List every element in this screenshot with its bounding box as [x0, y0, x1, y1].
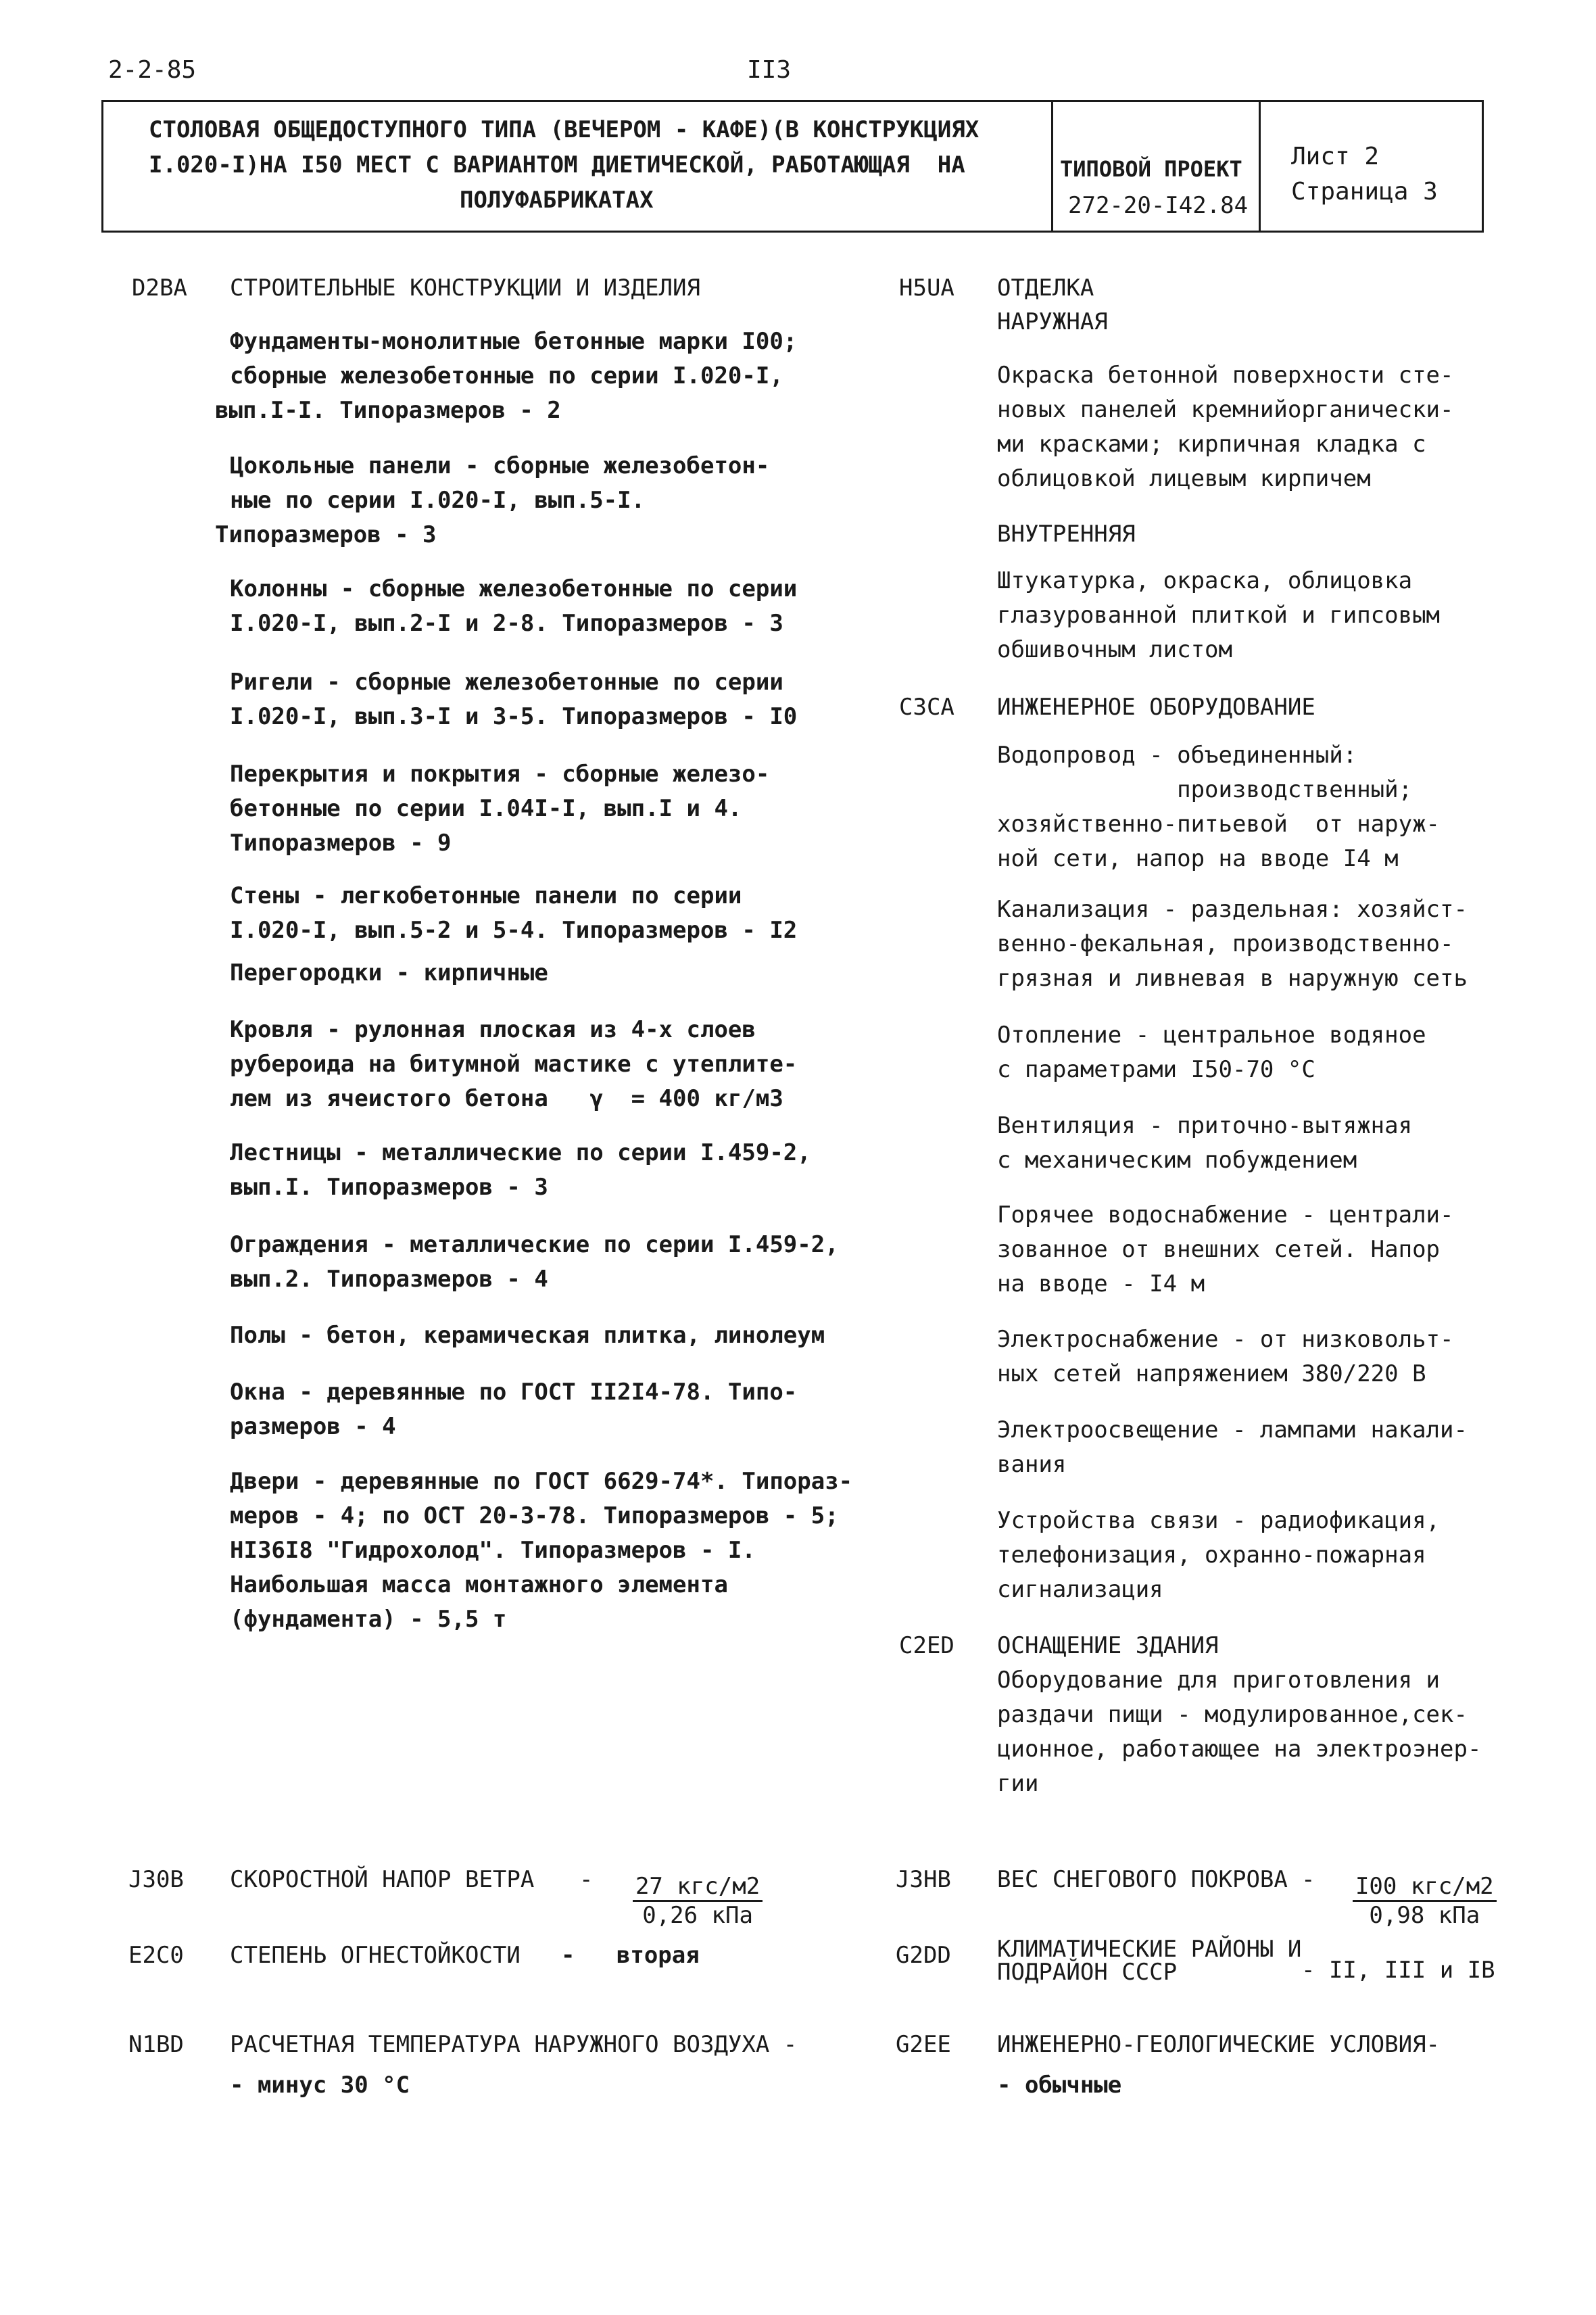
- subheading-inner: ВНУТРЕННЯЯ: [997, 521, 1136, 548]
- project-label: ТИПОВОЙ ПРОЕКТ: [1060, 156, 1242, 182]
- snow-fraction: $\frac{\text{I00 кгс/м2}}{\text{0,98 кПа}}$: [1325, 1846, 1497, 1929]
- code-e2c0: E2C0: [128, 1942, 184, 1969]
- item-roof: Кровля - рулонная плоская из 4-х слоев рубероида на битумной мастике с утеплите- лем из ячеистого бетона γ = 400 кг/м3: [230, 1016, 798, 1112]
- item-doors: Двери - деревянные по ГОСТ 6629-74*. Типораз- меров - 4; по ОСТ 20-3-78. Типоразмеров - 5; НI36I8 "Гидрохолод". Типоразмеров - I. Наибольшая масса монтажного элемента (фундамента) - 5,5 т: [230, 1468, 853, 1633]
- item-plinth-panels: Цокольные панели - сборные железобетон- ные по серии I.020-I, вып.5-I. Типоразмеров - 3: [215, 452, 770, 548]
- item-sewerage: Канализация - раздельная: хозяйст- венно-фекальная, производственно- грязная и ливневая в наружную сеть: [997, 896, 1468, 992]
- climate-label-2: ПОДРАЙОН СССР: [997, 1959, 1178, 1986]
- temp-value: - минус 30 °С: [230, 2072, 410, 2099]
- section-heading-equipment: ОСНАЩЕНИЕ ЗДАНИЯ: [997, 1632, 1219, 1659]
- code-g2ee: G2EE: [896, 2031, 951, 2058]
- item-walls: Стены - легкобетонные панели по серии I.020-I, вып.5-2 и 5-4. Типоразмеров - I2: [230, 882, 798, 944]
- temp-label: РАСЧЕТНАЯ ТЕМПЕРАТУРА НАРУЖНОГО ВОЗДУХА -: [230, 2031, 798, 2058]
- subheading-outer: НАРУЖНАЯ: [997, 308, 1108, 335]
- finish-inner-text: Штукатурка, окраска, облицовка глазурованной плиткой и гипсовым обшивочным листом: [997, 567, 1441, 663]
- item-hot-water: Горячее водоснабжение - централи- зованное от внешних сетей. Напор на вводе - I4 м: [997, 1201, 1454, 1297]
- snow-dash: -: [1301, 1866, 1315, 1893]
- item-power-supply: Электроснабжение - от низковольт- ных сетей напряжением 380/220 В: [997, 1326, 1454, 1387]
- item-railings: Ограждения - металлические по серии I.459-2, вып.2. Типоразмеров - 4: [230, 1231, 839, 1293]
- item-ventilation: Вентиляция - приточно-вытяжная с механическим побуждением: [997, 1112, 1413, 1174]
- code-j30b: J30B: [128, 1866, 184, 1893]
- code-j3hb: J3HB: [896, 1866, 951, 1893]
- section-code-c3ca: C3CA: [899, 694, 954, 721]
- item-crossbars: Ригели - сборные железобетонные по серии I.020-I, вып.3-I и 3-5. Типоразмеров - I0: [230, 669, 798, 730]
- item-columns: Колонны - сборные железобетонные по серии I.020-I, вып.2-I и 2-8. Типоразмеров - 3: [230, 575, 798, 637]
- section-heading-engineering: ИНЖЕНЕРНОЕ ОБОРУДОВАНИЕ: [997, 694, 1315, 721]
- climate-value: - II, III и IB: [1301, 1957, 1495, 1984]
- item-communications: Устройства связи - радиофикация, телефонизация, охранно-пожарная сигнализация: [997, 1507, 1441, 1603]
- finish-outer-text: Окраска бетонной поверхности сте- новых панелей кремнийорганически- ми красками; кирпичная кладка с облицовкой лицевым кирпичем: [997, 362, 1454, 492]
- page-code: 2-2-85: [108, 56, 197, 84]
- wind-dash: -: [579, 1866, 594, 1893]
- section-heading-constructions: СТРОИТЕЛЬНЫЕ КОНСТРУКЦИИ И ИЗДЕЛИЯ: [230, 275, 700, 302]
- geo-value: - обычные: [997, 2072, 1122, 2099]
- section-heading-finish: ОТДЕЛКА: [997, 275, 1094, 302]
- item-stairs: Лестницы - металлические по серии I.459-2, вып.I. Типоразмеров - 3: [230, 1139, 811, 1201]
- equipment-text: Оборудование для приготовления и раздачи пищи - модулированное,сек- ционное, работающее на электроэнер- гии: [997, 1667, 1482, 1797]
- climate-label-1: КЛИМАТИЧЕСКИЕ РАЙОНЫ И: [997, 1936, 1302, 1963]
- code-g2dd: G2DD: [896, 1942, 951, 1969]
- item-lighting: Электроосвещение - лампами накали- вания: [997, 1416, 1468, 1478]
- page-label: Страница 3: [1291, 178, 1438, 206]
- wind-fraction: $\frac{\text{27 кгс/м2}}{\text{0,26 кПа}}$: [605, 1846, 763, 1929]
- section-code-h5ua: H5UA: [899, 275, 954, 302]
- item-water-supply: Водопровод - объединенный: производственный; хозяйственно-питьевой от наруж- ной сети, напор на вводе I4 м: [997, 742, 1441, 872]
- code-n1bd: N1BD: [128, 2031, 184, 2058]
- item-floors: Полы - бетон, керамическая плитка, линолеум: [230, 1322, 825, 1349]
- wind-label: СКОРОСТНОЙ НАПОР ВЕТРА: [230, 1866, 535, 1893]
- geo-label: ИНЖЕНЕРНО-ГЕОЛОГИЧЕСКИЕ УСЛОВИЯ-: [997, 2031, 1441, 2058]
- fire-label: СТЕПЕНЬ ОГНЕСТОЙКОСТИ: [230, 1942, 521, 1969]
- item-foundations: Фундаменты-монолитные бетонные марки I00; сборные железобетонные по серии I.020-I, вып.I-I. Типоразмеров - 2: [215, 328, 798, 424]
- title-line-2: I.020-I)НА I50 МЕСТ С ВАРИАНТОМ ДИЕТИЧЕСКОЙ, РАБОТАЮЩАЯ НА: [149, 151, 965, 178]
- title-line-1: СТОЛОВАЯ ОБЩЕДОСТУПНОГО ТИПА (ВЕЧЕРОМ - КАФЕ)(В КОНСТРУКЦИЯХ: [149, 116, 980, 143]
- section-code-d2ba: D2BA: [132, 275, 187, 302]
- sheet-number: Лист 2: [1291, 143, 1380, 170]
- title-line-3: ПОЛУФАБРИКАТАХ: [460, 187, 654, 214]
- item-slabs: Перекрытия и покрытия - сборные железо- бетонные по серии I.04I-I, вып.I и 4. Типоразмеров - 9: [230, 761, 770, 857]
- item-heating: Отопление - центральное водяное с параметрами I50-70 °С: [997, 1022, 1426, 1083]
- item-partitions: Перегородки - кирпичные: [230, 959, 548, 986]
- section-code-c2ed: C2ED: [899, 1632, 954, 1659]
- item-windows: Окна - деревянные по ГОСТ II2I4-78. Типо- размеров - 4: [230, 1379, 798, 1440]
- snow-label: ВЕС СНЕГОВОГО ПОКРОВА: [997, 1866, 1288, 1893]
- fire-value: - вторая: [561, 1942, 700, 1969]
- page-number: II3: [747, 56, 792, 84]
- project-number: 272-20-I42.84: [1068, 192, 1249, 219]
